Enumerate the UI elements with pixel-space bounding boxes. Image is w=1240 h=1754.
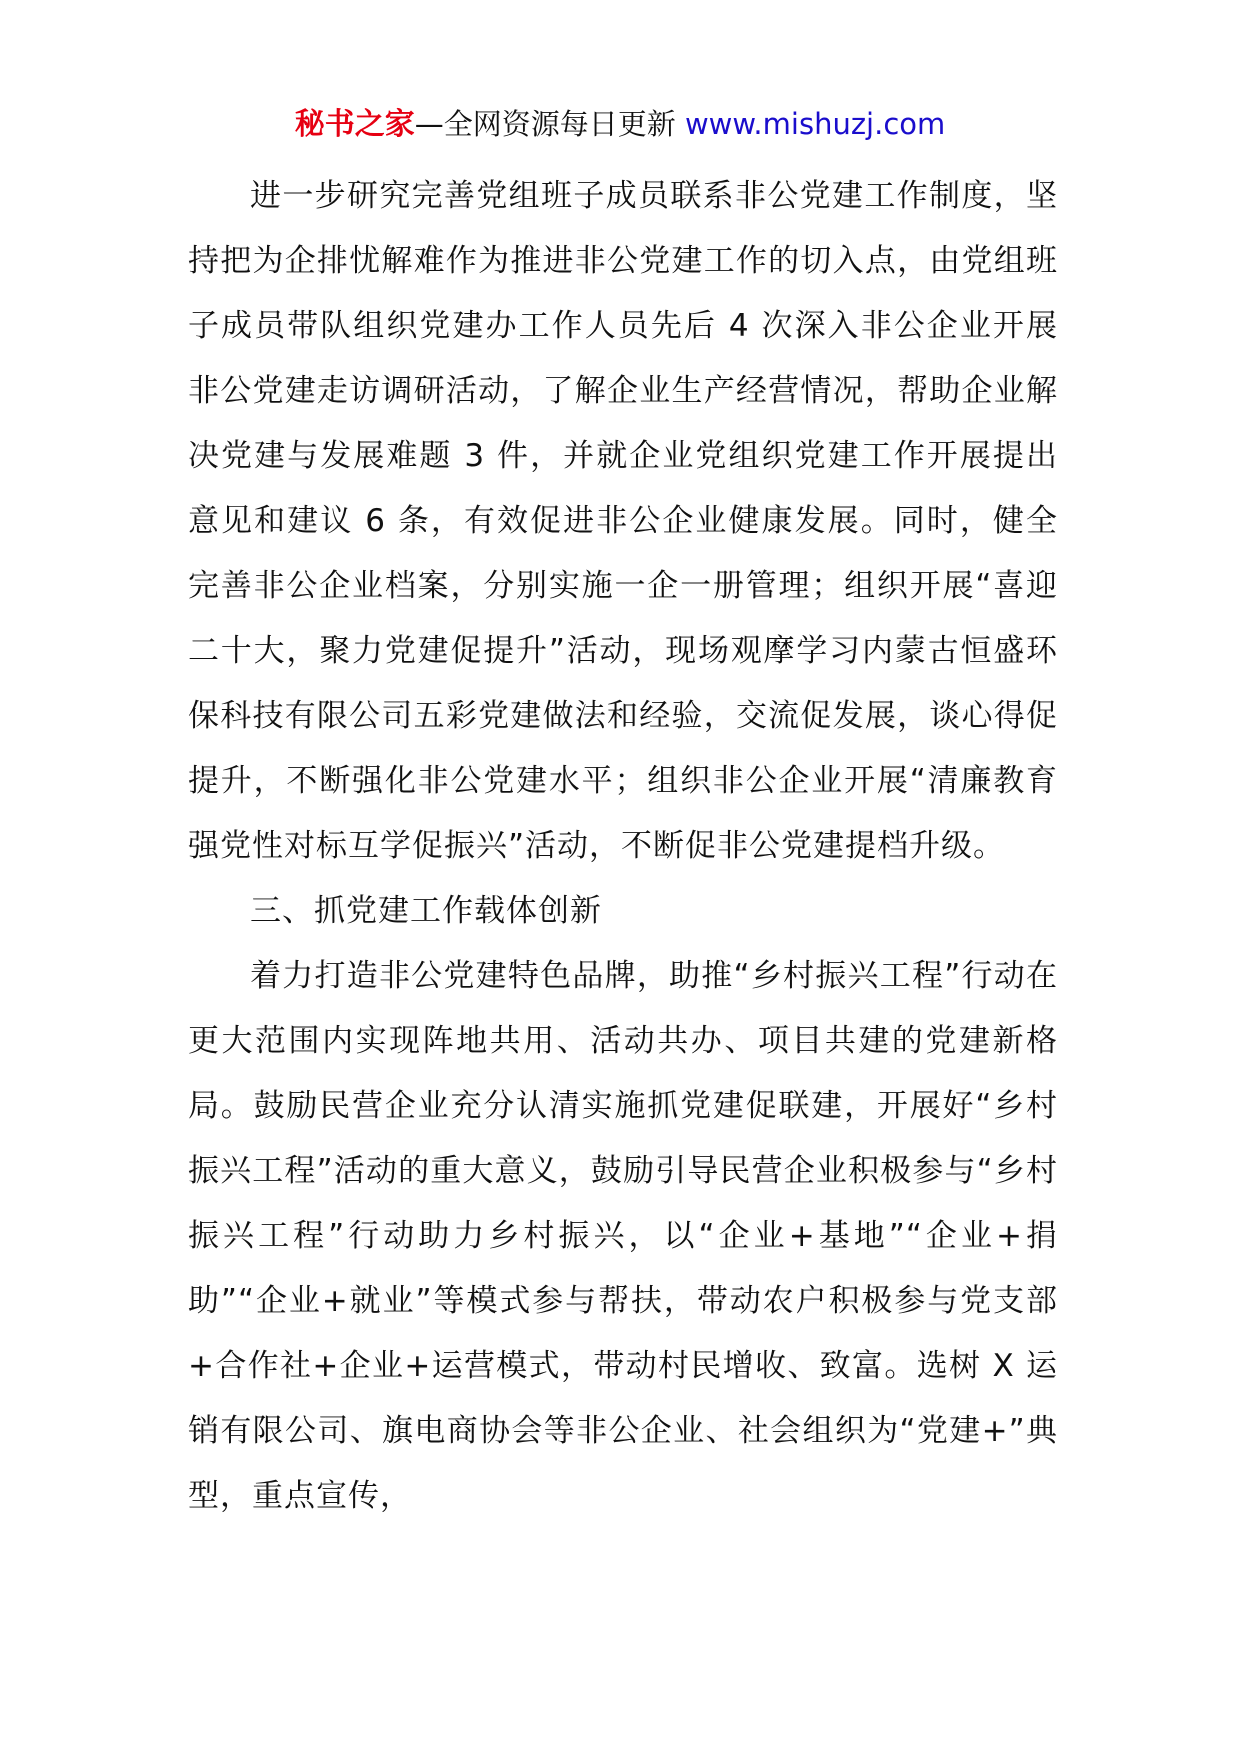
header-tagline: —全网资源每日更新 [414, 107, 685, 141]
body-paragraph: 着力打造非公党建特色品牌，助推“乡村振兴工程”行动在更大范围内实现阵地共用、活动共办、项目共建的党建新格局。鼓励民营企业充分认清实施抓党建促联建，开展好“乡村振兴工程”活动的重大意义，鼓励引导民营企业积极参与“乡村振兴工程”行动助力乡村振兴，以“企业+基地”“企业+捐助”“企业+就业”等模式参与帮扶，带动农户积极参与党支部+合作社+企业+运营模式，带动村民增收、致富。选树 X 运销有限公司、旗电商协会等非公企业、社会组织为“党建+”典型，重点宣传， [188, 958, 1058, 1514]
site-url-link[interactable]: www.mishuzj.com [684, 107, 946, 141]
section-heading: 三、抓党建工作载体创新 [250, 893, 602, 929]
document-body [188, 164, 1058, 1529]
body-paragraph: 进一步研究完善党组班子成员联系非公党建工作制度，坚持把为企排忧解难作为推进非公党建工作的切入点，由党组班子成员带队组织党建办工作人员先后 4 次深入非公企业开展非公党建走访调研活动，了解企业生产经营情况，帮助企业解决党建与发展难题 3 件，并就企业党组织党建工作开展提出意见和建议 6 条，有效促进非公企业健康发展。同时，健全完善非公企业档案，分别实施一企一册管理；组织开展“喜迎二十大，聚力党建促提升”活动，现场观摩学习内蒙古恒盛环保科技有限公司五彩党建做法和经验，交流促发展，谈心得促提升，不断强化非公党建水平；组织非公企业开展“清廉教育强党性对标互学促振兴”活动，不断促非公党建提档升级。 [188, 178, 1058, 864]
site-header [0, 104, 1240, 145]
brand-name: 秘书之家 [294, 107, 415, 142]
